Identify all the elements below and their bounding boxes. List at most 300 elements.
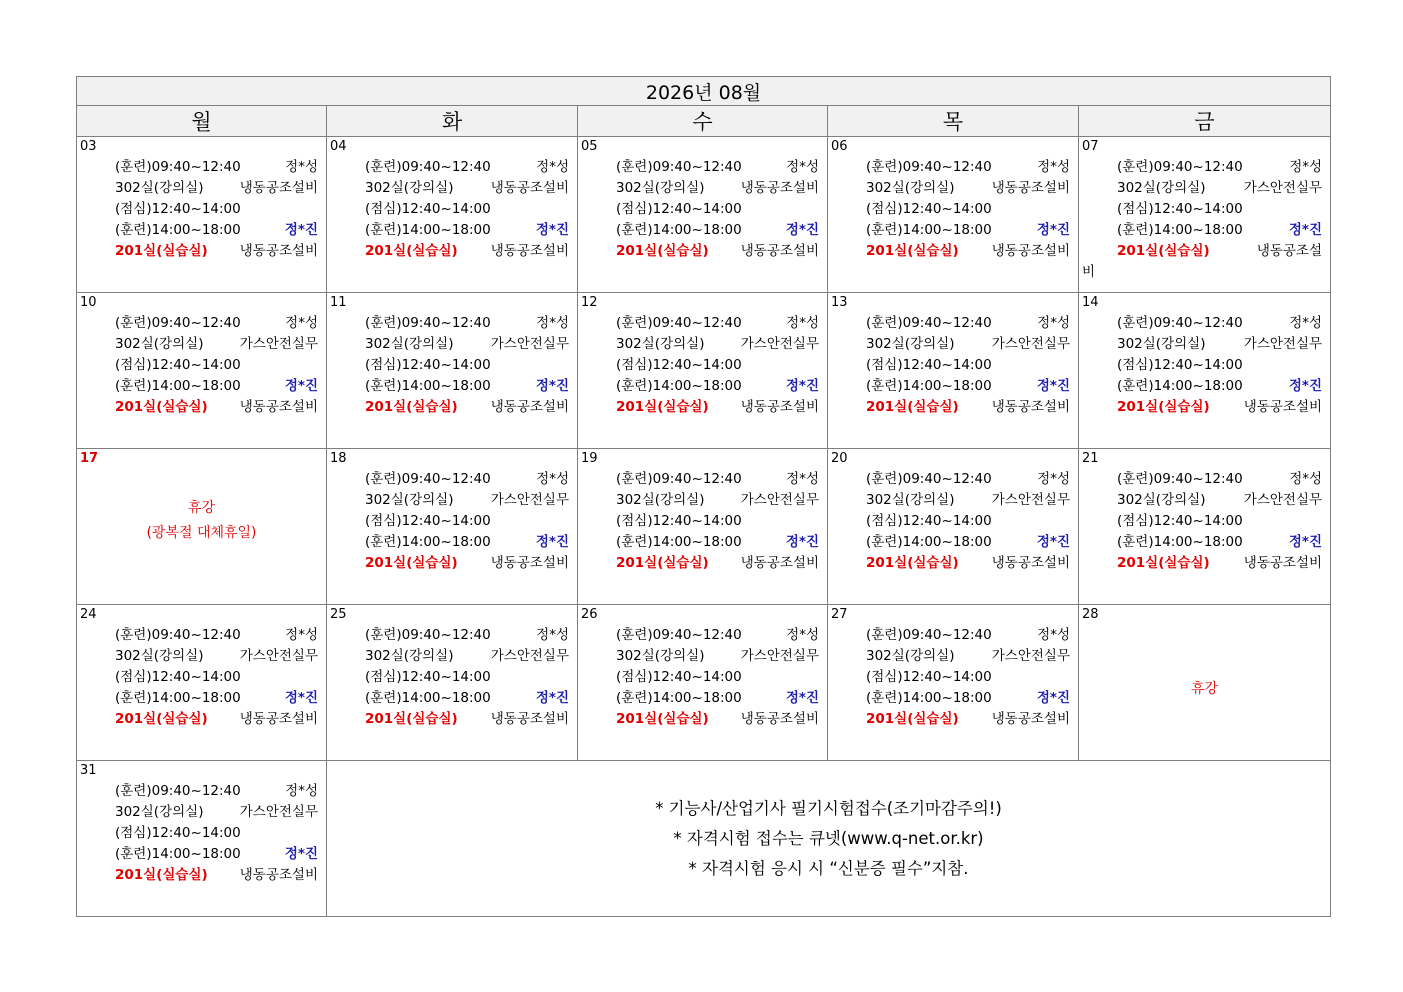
schedule-am-time: (훈련)09:40~12:40: [365, 315, 491, 331]
room-lecture: 302실(강의실): [365, 492, 454, 508]
schedule-pm-time: (훈련)14:00~18:00: [866, 690, 992, 706]
day-cell: [578, 293, 828, 449]
teacher-pm: 정*진: [785, 378, 819, 394]
teacher-am: 정*성: [786, 159, 819, 175]
schedule-line: [327, 709, 577, 730]
day-number: 17: [80, 451, 99, 466]
teacher-am: 정*성: [1289, 471, 1323, 487]
subject-pm: 냉동공조설비: [239, 711, 318, 727]
schedule-line: [327, 688, 577, 709]
schedule-am-time: (훈련)09:40~12:40: [115, 315, 241, 331]
room-practice: 201실(실습실): [365, 555, 458, 571]
schedule-line: [1079, 313, 1330, 334]
teacher-pm: 정*진: [535, 378, 569, 394]
day-cell: [828, 137, 1079, 293]
subject-pm: 냉동공조설비: [239, 867, 318, 883]
subject-pm: 냉동공조설비: [1243, 399, 1323, 415]
subject-am: 가스안전실무: [1243, 180, 1323, 196]
room-practice: 201실(실습실): [866, 711, 959, 727]
room-lecture: 302실(강의실): [365, 648, 454, 664]
schedule-lunch: (점심)12:40~14:00: [866, 357, 992, 373]
schedule-line: [1079, 241, 1330, 262]
schedule-line: [578, 178, 827, 199]
teacher-pm: 정*진: [785, 534, 819, 550]
schedule-line: [77, 802, 326, 823]
schedule-lunch: (점심)12:40~14:00: [115, 825, 241, 841]
day-number: 19: [581, 451, 598, 466]
subject-pm: 냉동공조설비: [991, 399, 1070, 415]
day-number: 04: [330, 139, 347, 154]
teacher-am: 정*성: [285, 783, 318, 799]
room-practice: 201실(실습실): [1117, 555, 1210, 571]
day-number: 12: [581, 295, 598, 310]
subject-am: 가스안전실무: [1243, 336, 1323, 352]
schedule-lunch: (점심)12:40~14:00: [866, 669, 992, 685]
day-cell: [327, 137, 578, 293]
schedule-line: [578, 313, 827, 334]
schedule-line: [327, 532, 577, 553]
subject-pm: 냉동공조설비: [490, 399, 569, 415]
schedule-line: [828, 469, 1078, 490]
day-cell: [327, 449, 578, 605]
day-cell: [1079, 293, 1331, 449]
room-lecture: 302실(강의실): [1117, 180, 1206, 196]
schedule-line: [327, 646, 577, 667]
teacher-am: 정*성: [285, 627, 318, 643]
schedule-lunch: (점심)12:40~14:00: [1117, 201, 1243, 217]
schedule-line: [1079, 178, 1330, 199]
schedule-line: [578, 469, 827, 490]
teacher-am: 정*성: [786, 315, 819, 331]
teacher-pm: 정*진: [1288, 222, 1323, 238]
teacher-am: 정*성: [536, 471, 569, 487]
schedule-am-time: (훈련)09:40~12:40: [115, 783, 241, 799]
schedule-line: [828, 553, 1078, 574]
schedule-line: [828, 688, 1078, 709]
day-cell-holiday: [1079, 605, 1331, 761]
day-number: 14: [1082, 295, 1099, 310]
subject-pm: 냉동공조설비: [490, 555, 569, 571]
schedule-lunch: (점심)12:40~14:00: [365, 513, 491, 529]
schedule-line: [1079, 376, 1330, 397]
schedule-am-time: (훈련)09:40~12:40: [1117, 159, 1243, 175]
schedule-line: [578, 709, 827, 730]
teacher-am: 정*성: [285, 159, 318, 175]
schedule-line: [1079, 220, 1330, 241]
schedule-line: [1079, 397, 1330, 418]
schedule-line: [578, 241, 827, 262]
schedule-pm-time: (훈련)14:00~18:00: [1117, 222, 1243, 238]
subject-am: 가스안전실무: [991, 648, 1070, 664]
schedule-lunch: (점심)12:40~14:00: [115, 669, 241, 685]
calendar-title: 2026년 08월: [77, 77, 1331, 106]
schedule-pm-time: (훈련)14:00~18:00: [866, 222, 992, 238]
schedule-line: [327, 376, 577, 397]
schedule-line: [828, 334, 1078, 355]
subject-am: 가스안전실무: [239, 336, 318, 352]
schedule-lunch: (점심)12:40~14:00: [1117, 357, 1243, 373]
schedule-line: [327, 313, 577, 334]
schedule-am-time: (훈련)09:40~12:40: [365, 471, 491, 487]
schedule-pm-time: (훈련)14:00~18:00: [365, 690, 491, 706]
room-practice: 201실(실습실): [616, 711, 709, 727]
schedule-line: [828, 532, 1078, 553]
schedule-line: [578, 646, 827, 667]
schedule-line: [828, 376, 1078, 397]
subject-pm: 냉동공조설비: [740, 555, 819, 571]
schedule-line: [1079, 355, 1330, 376]
subject-am: 가스안전실무: [991, 336, 1070, 352]
weekday-thu: 목: [828, 106, 1079, 137]
subject-am: 냉동공조설비: [991, 180, 1070, 196]
room-practice: 201실(실습실): [115, 243, 208, 259]
schedule-am-time: (훈련)09:40~12:40: [616, 159, 742, 175]
schedule-line: [828, 667, 1078, 688]
room-practice: 201실(실습실): [1117, 399, 1210, 415]
schedule-lunch: (점심)12:40~14:00: [115, 357, 241, 373]
day-number: 21: [1082, 451, 1099, 466]
schedule-line: [77, 220, 326, 241]
schedule-lunch: (점심)12:40~14:00: [616, 357, 742, 373]
day-number: 27: [831, 607, 848, 622]
day-cell: [1079, 449, 1331, 605]
room-practice: 201실(실습실): [866, 243, 959, 259]
room-practice: 201실(실습실): [365, 711, 458, 727]
schedule-line: [828, 709, 1078, 730]
day-number: 03: [80, 139, 97, 154]
teacher-am: 정*성: [1037, 315, 1070, 331]
subject-am: 가스안전실무: [740, 648, 819, 664]
subject-pm: 냉동공조설비: [991, 555, 1070, 571]
day-cell: [578, 137, 828, 293]
room-lecture: 302실(강의실): [1117, 492, 1206, 508]
schedule-lunch: (점심)12:40~14:00: [115, 201, 241, 217]
subject-am: 가스안전실무: [490, 648, 569, 664]
subject-pm: 냉동공조설비: [991, 711, 1070, 727]
subject-am: 가스안전실무: [991, 492, 1070, 508]
room-lecture: 302실(강의실): [115, 648, 204, 664]
teacher-pm: 정*진: [284, 222, 318, 238]
schedule-am-time: (훈련)09:40~12:40: [616, 627, 742, 643]
schedule-line: [828, 397, 1078, 418]
room-practice: 201실(실습실): [1117, 243, 1210, 259]
subject-pm: 냉동공조설비: [1243, 555, 1323, 571]
schedule-am-time: (훈련)09:40~12:40: [616, 315, 742, 331]
schedule-line: [1079, 511, 1330, 532]
schedule-pm-time: (훈련)14:00~18:00: [365, 534, 491, 550]
subject-pm: 냉동공조설비: [740, 711, 819, 727]
day-number: 11: [330, 295, 347, 310]
schedule-lunch: (점심)12:40~14:00: [866, 513, 992, 529]
teacher-am: 정*성: [786, 471, 819, 487]
subject-am: 냉동공조설비: [740, 180, 819, 196]
room-lecture: 302실(강의실): [866, 492, 955, 508]
schedule-line: [327, 178, 577, 199]
day-number: 07: [1082, 139, 1099, 154]
teacher-pm: 정*진: [535, 222, 569, 238]
schedule-line: [578, 625, 827, 646]
schedule-lunch: (점심)12:40~14:00: [1117, 513, 1243, 529]
schedule-line: [327, 220, 577, 241]
schedule-line: [327, 667, 577, 688]
schedule-line: [77, 646, 326, 667]
schedule-line: [77, 199, 326, 220]
subject-wrap: 비: [1082, 264, 1096, 280]
room-practice: 201실(실습실): [866, 399, 959, 415]
schedule-line: [828, 625, 1078, 646]
schedule-line: [327, 241, 577, 262]
schedule-line: [578, 532, 827, 553]
day-cell: [77, 293, 327, 449]
schedule-line: [578, 157, 827, 178]
schedule-pm-time: (훈련)14:00~18:00: [616, 534, 742, 550]
day-cell: [77, 605, 327, 761]
schedule-pm-time: (훈련)14:00~18:00: [866, 378, 992, 394]
schedule-pm-time: (훈련)14:00~18:00: [365, 378, 491, 394]
schedule-line: [1079, 532, 1330, 553]
room-practice: 201실(실습실): [616, 243, 709, 259]
day-cell: [77, 761, 327, 917]
day-number: 24: [80, 607, 97, 622]
day-number: 10: [80, 295, 97, 310]
schedule-line: [327, 490, 577, 511]
schedule-line: [578, 688, 827, 709]
schedule-line: [327, 553, 577, 574]
subject-pm: 냉동공조설비: [490, 711, 569, 727]
teacher-am: 정*성: [1037, 471, 1070, 487]
subject-am: 가스안전실무: [740, 492, 819, 508]
schedule-line: [828, 646, 1078, 667]
weekday-fri: 금: [1079, 106, 1331, 137]
teacher-pm: 정*진: [1036, 534, 1070, 550]
schedule-line: [828, 490, 1078, 511]
calendar-table: [76, 76, 1331, 917]
day-cell: [828, 605, 1079, 761]
schedule-am-time: (훈련)09:40~12:40: [365, 627, 491, 643]
subject-pm: 냉동공조설비: [490, 243, 569, 259]
day-number: 18: [330, 451, 347, 466]
schedule-line: [327, 355, 577, 376]
schedule-line: [77, 709, 326, 730]
teacher-pm: 정*진: [1036, 690, 1070, 706]
schedule-am-time: (훈련)09:40~12:40: [866, 627, 992, 643]
schedule-line: [77, 334, 326, 355]
room-lecture: 302실(강의실): [115, 180, 204, 196]
schedule-am-time: (훈련)09:40~12:40: [1117, 315, 1243, 331]
room-practice: 201실(실습실): [616, 399, 709, 415]
teacher-am: 정*성: [536, 159, 569, 175]
schedule-pm-time: (훈련)14:00~18:00: [866, 534, 992, 550]
room-practice: 201실(실습실): [115, 399, 208, 415]
schedule-line: [77, 397, 326, 418]
holiday-reason: (광복절 대체휴일): [146, 525, 257, 541]
schedule-am-time: (훈련)09:40~12:40: [115, 159, 241, 175]
holiday-label: 휴강: [1190, 681, 1219, 697]
schedule-pm-time: (훈련)14:00~18:00: [115, 222, 241, 238]
room-lecture: 302실(강의실): [616, 648, 705, 664]
subject-am: 가스안전실무: [490, 492, 569, 508]
teacher-pm: 정*진: [1036, 378, 1070, 394]
schedule-line: [77, 781, 326, 802]
schedule-pm-time: (훈련)14:00~18:00: [1117, 378, 1243, 394]
schedule-pm-time: (훈련)14:00~18:00: [1117, 534, 1243, 550]
day-number: 25: [330, 607, 347, 622]
schedule-line: [327, 157, 577, 178]
teacher-am: 정*성: [1289, 159, 1323, 175]
schedule-lunch: (점심)12:40~14:00: [365, 669, 491, 685]
teacher-am: 정*성: [536, 627, 569, 643]
subject-pm: 냉동공조설비: [740, 243, 819, 259]
teacher-pm: 정*진: [1036, 222, 1070, 238]
schedule-am-time: (훈련)09:40~12:40: [866, 315, 992, 331]
room-lecture: 302실(강의실): [616, 492, 705, 508]
schedule-line: [327, 625, 577, 646]
teacher-pm: 정*진: [284, 846, 318, 862]
teacher-am: 정*성: [786, 627, 819, 643]
schedule-lunch: (점심)12:40~14:00: [616, 201, 742, 217]
schedule-lunch: (점심)12:40~14:00: [365, 357, 491, 373]
schedule-line: [578, 199, 827, 220]
room-lecture: 302실(강의실): [115, 336, 204, 352]
schedule-pm-time: (훈련)14:00~18:00: [115, 378, 241, 394]
schedule-line: [578, 334, 827, 355]
weekday-mon: 월: [77, 106, 327, 137]
schedule-am-time: (훈련)09:40~12:40: [866, 159, 992, 175]
schedule-line: [828, 178, 1078, 199]
schedule-line: [578, 376, 827, 397]
room-practice: 201실(실습실): [866, 555, 959, 571]
teacher-pm: 정*진: [785, 222, 819, 238]
subject-am: 가스안전실무: [490, 336, 569, 352]
schedule-line: [578, 397, 827, 418]
room-lecture: 302실(강의실): [1117, 336, 1206, 352]
day-number: 20: [831, 451, 848, 466]
teacher-am: 정*성: [1037, 627, 1070, 643]
day-cell: [1079, 137, 1331, 293]
room-practice: 201실(실습실): [115, 711, 208, 727]
schedule-pm-time: (훈련)14:00~18:00: [115, 846, 241, 862]
day-number: 05: [581, 139, 598, 154]
day-cell: [77, 137, 327, 293]
schedule-am-time: (훈련)09:40~12:40: [866, 471, 992, 487]
room-lecture: 302실(강의실): [866, 648, 955, 664]
teacher-am: 정*성: [1037, 159, 1070, 175]
schedule-line: [1079, 199, 1330, 220]
day-cell-holiday: [77, 449, 327, 605]
holiday-label: 휴강: [187, 500, 216, 516]
room-practice: 201실(실습실): [115, 867, 208, 883]
subject-am: 가스안전실무: [740, 336, 819, 352]
schedule-am-time: (훈련)09:40~12:40: [1117, 471, 1243, 487]
schedule-line: [327, 199, 577, 220]
subject-pm: 냉동공조설비: [239, 243, 318, 259]
notice-box: [327, 761, 1331, 917]
schedule-am-time: (훈련)09:40~12:40: [616, 471, 742, 487]
schedule-line: [578, 667, 827, 688]
schedule-pm-time: (훈련)14:00~18:00: [616, 378, 742, 394]
subject-am: 냉동공조설비: [239, 180, 318, 196]
day-cell: [828, 293, 1079, 449]
teacher-am: 정*성: [285, 315, 318, 331]
schedule-lunch: (점심)12:40~14:00: [866, 201, 992, 217]
room-practice: 201실(실습실): [616, 555, 709, 571]
room-lecture: 302실(강의실): [866, 336, 955, 352]
notice-line: * 자격시험 접수는 큐넷(www.q-net.or.kr): [673, 828, 984, 848]
schedule-line: [578, 553, 827, 574]
schedule-line: [1079, 157, 1330, 178]
schedule-am-time: (훈련)09:40~12:40: [115, 627, 241, 643]
teacher-pm: 정*진: [1288, 534, 1323, 550]
schedule-line: [1079, 469, 1330, 490]
teacher-am: 정*성: [536, 315, 569, 331]
room-practice: 201실(실습실): [365, 243, 458, 259]
teacher-pm: 정*진: [284, 378, 318, 394]
schedule-line: [1079, 334, 1330, 355]
schedule-line: [578, 220, 827, 241]
schedule-line: [828, 157, 1078, 178]
teacher-pm: 정*진: [1288, 378, 1323, 394]
schedule-pm-time: (훈련)14:00~18:00: [115, 690, 241, 706]
schedule-line: [578, 511, 827, 532]
schedule-line: [828, 241, 1078, 262]
day-number: 28: [1082, 607, 1099, 622]
schedule-line: [77, 178, 326, 199]
teacher-pm: 정*진: [785, 690, 819, 706]
schedule-lunch: (점심)12:40~14:00: [616, 513, 742, 529]
teacher-pm: 정*진: [284, 690, 318, 706]
day-cell: [327, 293, 578, 449]
schedule-line: [578, 490, 827, 511]
day-number: 31: [80, 763, 97, 778]
room-lecture: 302실(강의실): [866, 180, 955, 196]
schedule-line: [1079, 490, 1330, 511]
room-lecture: 302실(강의실): [616, 336, 705, 352]
schedule-line: [828, 199, 1078, 220]
schedule-line: [828, 511, 1078, 532]
schedule-line: [327, 397, 577, 418]
schedule-line: [77, 376, 326, 397]
room-lecture: 302실(강의실): [616, 180, 705, 196]
schedule-pm-time: (훈련)14:00~18:00: [365, 222, 491, 238]
room-practice: 201실(실습실): [365, 399, 458, 415]
schedule-line: [327, 334, 577, 355]
day-cell: [578, 605, 828, 761]
notice-line: * 자격시험 응시 시 “신분증 필수”지참.: [688, 858, 969, 878]
day-number: 26: [581, 607, 598, 622]
day-number: 06: [831, 139, 848, 154]
subject-pm: 냉동공조설비: [740, 399, 819, 415]
schedule-line: [77, 625, 326, 646]
room-lecture: 302실(강의실): [115, 804, 204, 820]
schedule-line: [578, 355, 827, 376]
schedule-lunch: (점심)12:40~14:00: [616, 669, 742, 685]
day-cell: [578, 449, 828, 605]
subject-am: 냉동공조설비: [490, 180, 569, 196]
subject-pm: 냉동공조설비: [991, 243, 1070, 259]
subject-am: 가스안전실무: [239, 804, 318, 820]
schedule-line: [1079, 553, 1330, 574]
schedule-line: [327, 469, 577, 490]
subject-pm: 냉동공조설비: [239, 399, 318, 415]
schedule-line: [77, 844, 326, 865]
weekday-wed: 수: [578, 106, 828, 137]
schedule-line: [327, 511, 577, 532]
room-lecture: 302실(강의실): [365, 336, 454, 352]
notice-line: * 기능사/산업기사 필기시험접수(조기마감주의!): [655, 798, 1002, 818]
subject-am: 가스안전실무: [1243, 492, 1323, 508]
schedule-line: [828, 313, 1078, 334]
subject-pm: 냉동공조설: [1256, 243, 1323, 259]
